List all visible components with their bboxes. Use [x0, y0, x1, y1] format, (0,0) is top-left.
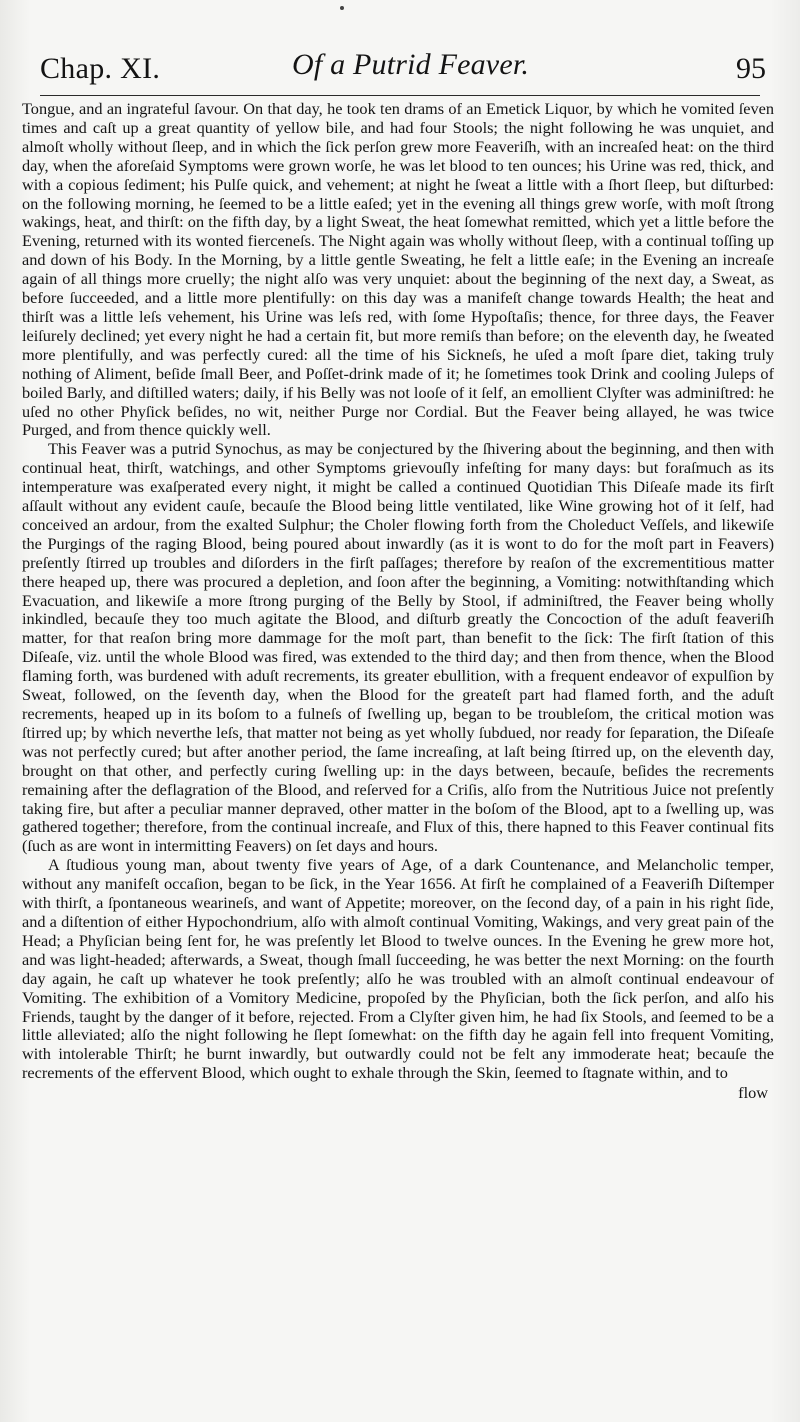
page-header: [22, 0, 774, 100]
paragraph-commentary: This Feaver was a putrid Synochus, as may be conjectured by the ſhivering about the beginning, and then with continual heat, thirſt, watchings, and other Symptoms grievouſly infeſting for many days: but foraſmuch as its intemperature was exaſperated every night, it might be called a continued Quotidian This Diſeaſe made its firſt aſſault without any evident cauſe, becauſe the Blood being little ventilated, like Wine growing hot of it ſelf, had conceived an ardour, from the exalted Sulphur; the Choler flowing forth from the Choleduct Veſſels, and likewiſe the Purgings of the raging Blood, being poured about inwardly (as it is wont to do for the moſt part in Feavers) preſently ſtirred up troubles and diſorders in the firſt paſſages; therefore by reaſon of the excrementitious matter there heaped up, there was procured a depletion, and ſoon after the beginning, a Vomiting: notwithſtanding which Evacuation, and likewiſe a more ſtrong purging of the Belly by Stool, if adminiſtred, the Feaver being wholly inkindled, becauſe they too much agitate the Blood, and diſturb greatly the Concoction of the aduſt feaveriſh matter, for that reaſon bring more dammage for the moſt part, than benefit to the ſick: The firſt ſtation of this Diſeaſe, viz. until the whole Blood was fired, was extended to the third day; and then from thence, when the Blood flaming forth, was burdened with aduſt recrements, its greater ebullition, with a frequent endeavor of expulſion by Sweat, followed, on the ſeventh day, when the Blood for the greateſt part had flamed forth, and the aduſt recrements, heaped up in its boſom to a fulneſs of ſwelling up, began to be troubleſom, the critical motion was ſtirred up; by which neverthe leſs, that matter not being as yet wholly ſubdued, nor ready for ſeparation, the Diſeaſe was not perfectly cured; but after another period, the ſame increaſing, at laſt being ſtirred up, on the eleventh day, brought on that other, and perfectly curing ſwelling up: in the days between, becauſe, beſides the recrements remaining after the deflagration of the Blood, and reſerved for a Criſis, alſo from the Nutritious Juice not preſently taking fire, but after a peculiar manner depraved, other matter in the boſom of the Blood, apt to a ſwelling up, was gathered together; therefore, from the continual increaſe, and Flux of this, there hapned to this Feaver continual fits (ſuch as are wont in intermitting Feavers) on ſet days and hours.: [22, 439, 774, 856]
page-number: 95: [736, 52, 766, 85]
paragraph-case-history: A ſtudious young man, about twenty five years of Age, of a dark Countenance, and Melancholic temper, without any manifeſt occaſion, began to be ſick, in the Year 1656. At firſt he complained of a Feaveriſh Diſtemper with thirſt, a ſpontaneous wearineſs, and want of Appetite; moreover, on the ſecond day, of a pain in his right ſide, and a diſtention of either Hypochondrium, alſo with almoſt continual Vomiting, Wakings, and very great pain of the Head; a Phyſician being ſent for, he was preſently let Blood to twelve ounces. In the Evening he grew more hot, and was light-headed; afterwards, a Sweat, though ſmall ſucceeding, he was better the next Morning: on the fourth day again, he caſt up whatever he took preſently; alſo he was troubled with an almoſt continual endeavour of Vomiting. The exhibition of a Vomitory Medicine, propoſed by the Phyſician, both the ſick perſon, and alſo his Friends, taught by the danger of it before, rejected. From a Clyſter given him, he had ſix Stools, and ſeemed to be a little alleviated; alſo the night following he ſlept ſomewhat: on the fifth day he again fell into frequent Vomiting, with intolerable Thirſt; he burnt inwardly, but outwardly could not be felt any immoderate heat; becauſe the recrements of the effervent Blood, which ought to exhale through the Skin, ſeemed to ſtagnate within, and to: [22, 855, 774, 1083]
page-mark: [340, 6, 344, 10]
chapter-heading: Chap. XI.: [40, 52, 161, 85]
page-body: [22, 100, 774, 1083]
paragraph-continuation: Tongue, and an ingrateful ſavour. On that day, he took ten drams of an Emetick Liquor, by which he vomited ſeven times and caſt up a great quantity of yellow bile, and had four Stools; the night following he was unquiet, and almoſt wholly without ſleep, and in which the ſick perſon grew more Feaveriſh, with an increaſed heat: on the third day, when the aforeſaid Symptoms were grown worſe, he was let blood to ten ounces; his Urine was red, thick, and with a copious ſediment; his Pulſe quick, and vehement; at night he ſweat a little with a ſhort ſleep, but diſturbed: on the following morning, he ſeemed to be a little eaſed; yet in the evening all things grew worſe, with moſt ſtrong wakings, heat, and thirſt: on the fifth day, by a light Sweat, the heat ſomewhat remitted, which yet a little before the Evening, returned with its wonted fierceneſs. The Night again was wholly without ſleep, with a continual toſſing up and down of his Body. In the Morning, by a little gentle Sweating, he felt a little eaſe; in the Evening an increaſe again of all things more cruelly; the night alſo was very unquiet: about the beginning of the next day, a Sweat, as before ſucceeded, and a little more plentifully: on this day was a manifeſt change towards Health; the heat and thirſt was a little leſs vehement, his Urine was leſs red, with ſome Hypoſtaſis; thence, for three days, the Feaver leiſurely declined; yet every night he had a certain fit, but more remiſs than before; on the eleventh day, he ſweated more plentifully, and was perfectly cured: all the time of his Sickneſs, he uſed a moſt ſpare diet, taking truly nothing of Aliment, beſide ſmall Beer, and Poſſet-drink made of it; he ſometimes took Drink and cooling Juleps of boiled Barly, and diſtilled waters; daily, if his Belly was not looſe of it ſelf, an emollient Clyſter was adminiſtred: he uſed no other Phyſick beſides, no wit, neither Purge nor Cordial. But the Feaver being allayed, he was twice Purged, and from thence quickly well.: [22, 99, 774, 440]
catchword: flow: [738, 1083, 768, 1103]
header-rule: [40, 95, 760, 96]
running-title: Of a Putrid Feaver.: [292, 48, 530, 81]
